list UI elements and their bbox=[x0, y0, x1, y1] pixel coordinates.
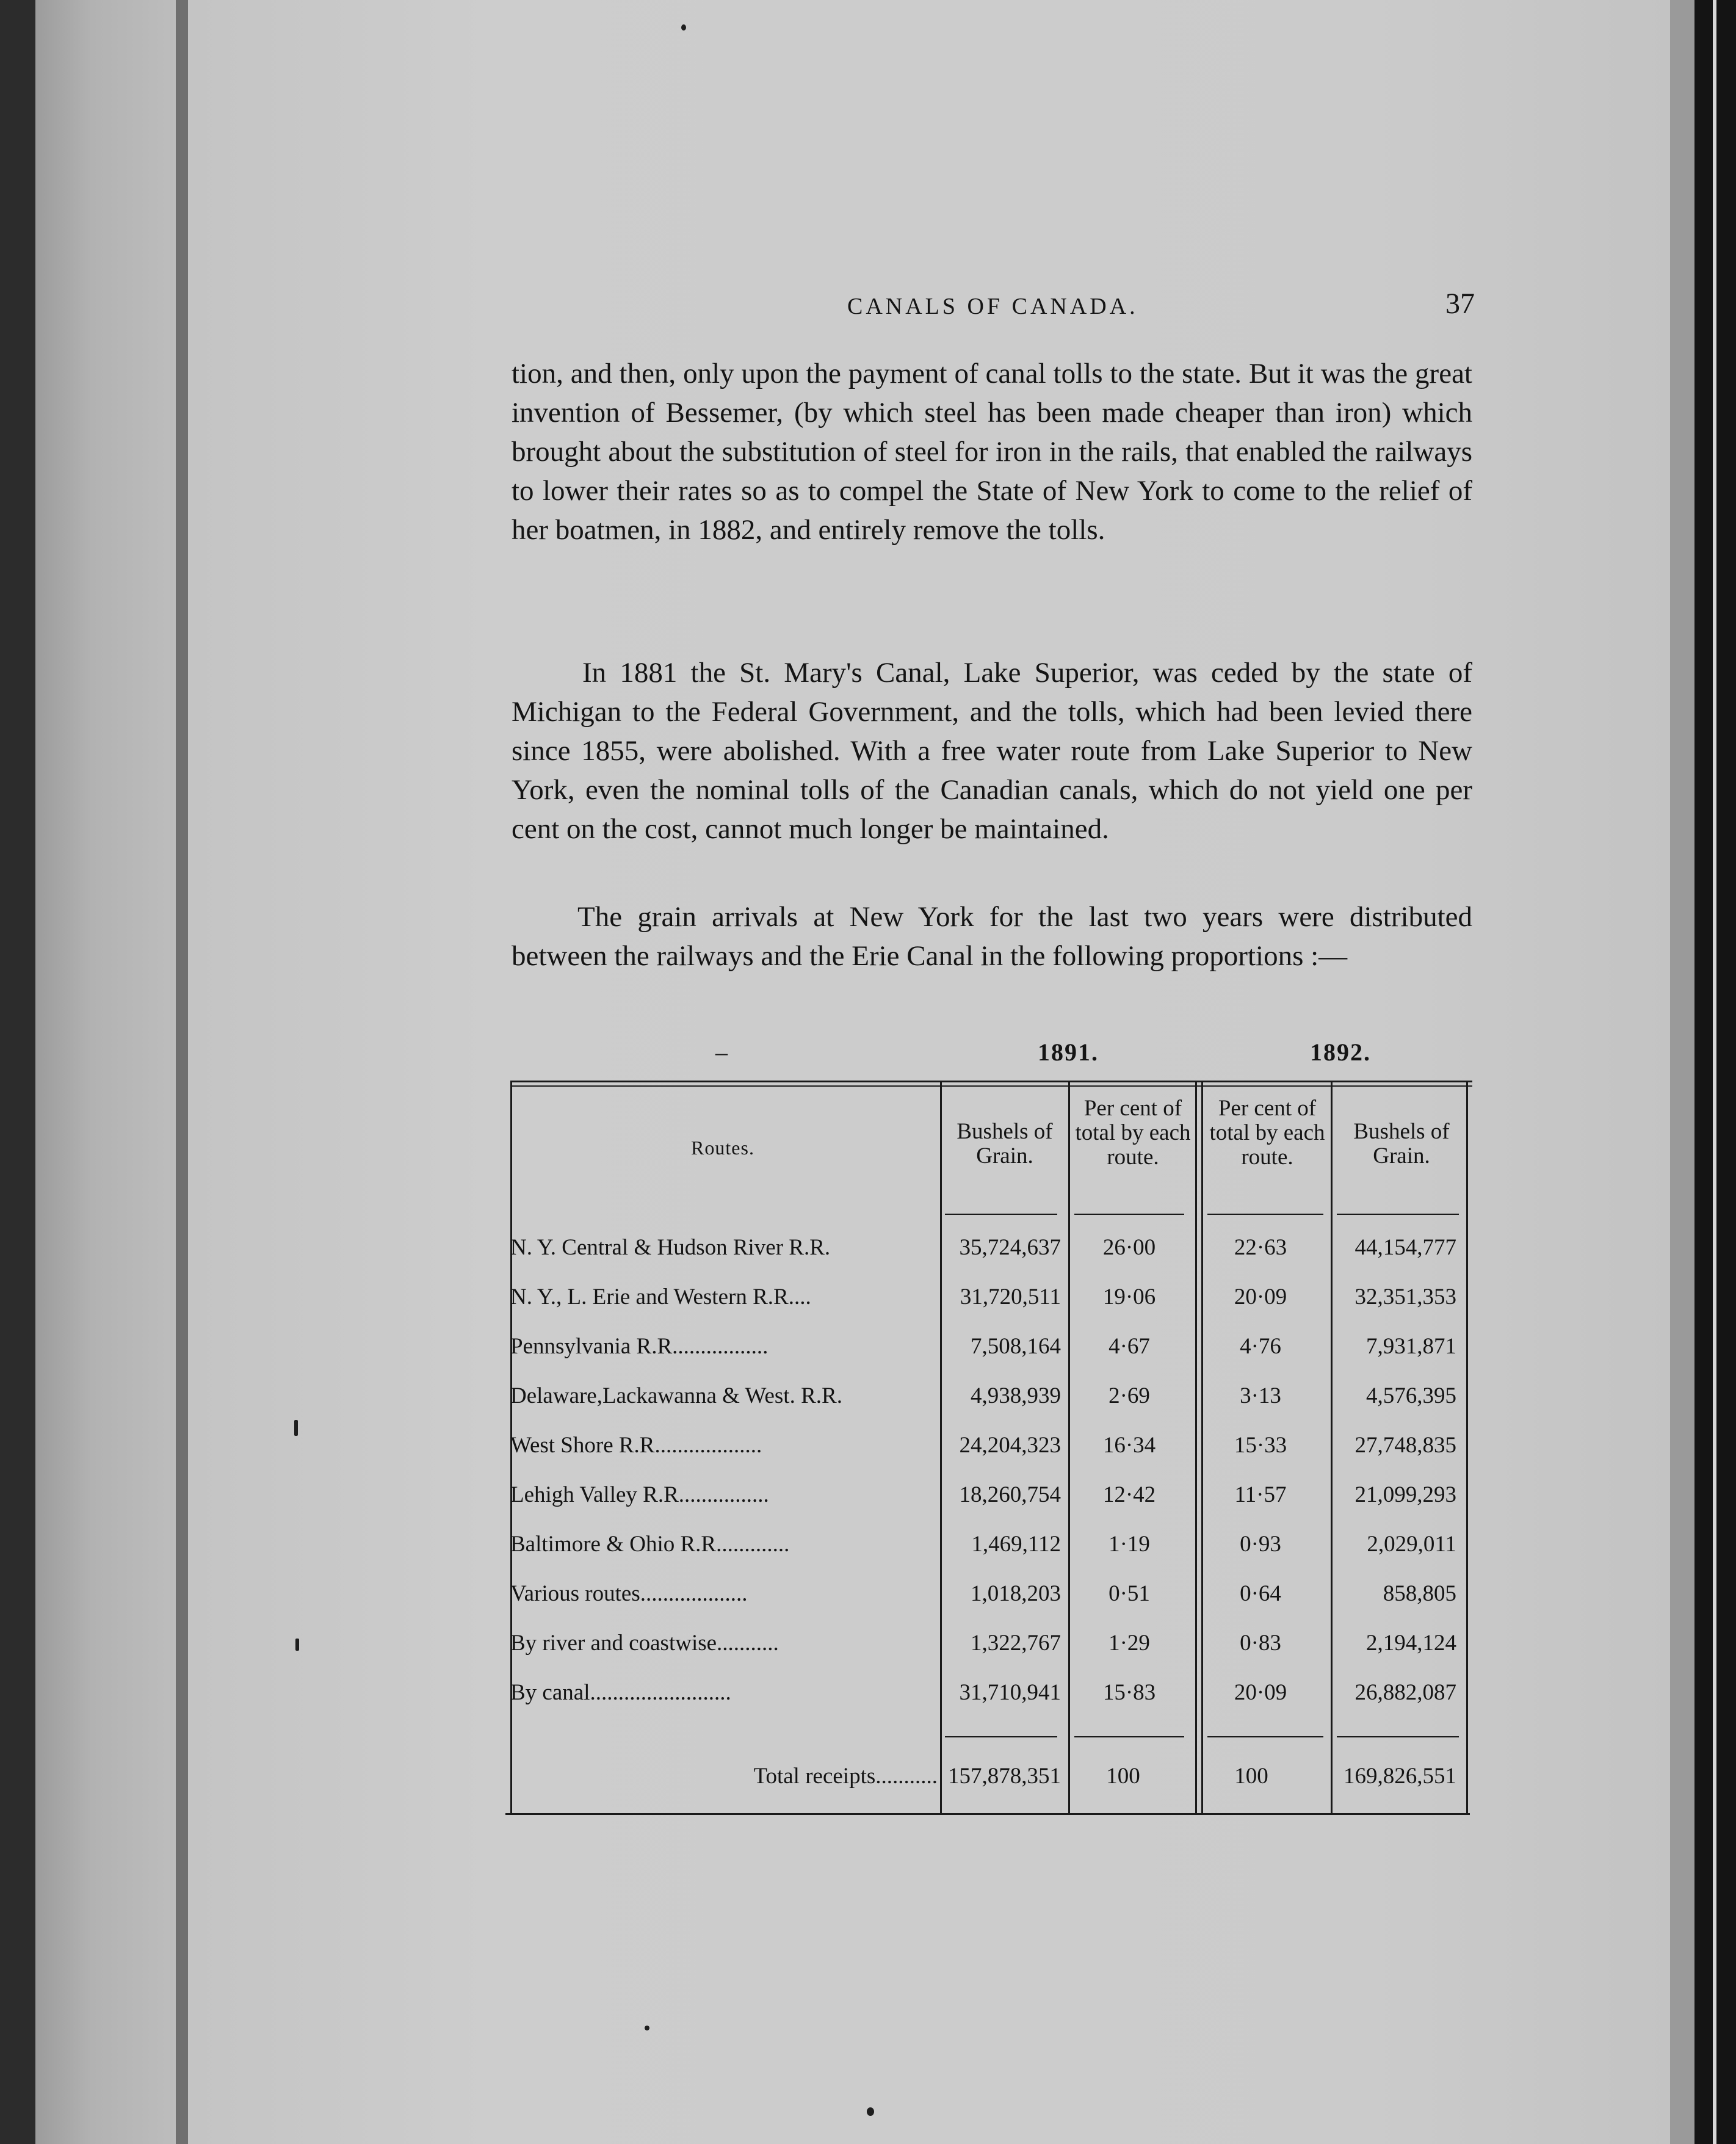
percent-1892: 0·93 bbox=[1240, 1532, 1281, 1557]
table-row bbox=[505, 1574, 1472, 1611]
percent-1892: 3·13 bbox=[1240, 1383, 1281, 1408]
scan-speck bbox=[295, 1639, 299, 1651]
year-label-1892: 1892. bbox=[1310, 1038, 1371, 1066]
table-row bbox=[505, 1624, 1472, 1661]
page-number: 37 bbox=[1445, 288, 1475, 320]
page-right-shadow bbox=[1670, 0, 1694, 2144]
bushels-1891: 1,018,203 bbox=[971, 1581, 1061, 1606]
percent-1891: 0·51 bbox=[1109, 1581, 1150, 1606]
percent-1891: 19·06 bbox=[1102, 1284, 1156, 1309]
total-rule bbox=[1074, 1736, 1184, 1737]
bushels-1892: 858,805 bbox=[1383, 1581, 1456, 1606]
table-top-rule-inner bbox=[510, 1085, 1472, 1087]
year-label-1891: 1891. bbox=[1038, 1038, 1099, 1066]
total-rule bbox=[1337, 1736, 1459, 1737]
route-name: Pennsylvania R.R................. bbox=[510, 1334, 769, 1359]
percent-1891: 1·29 bbox=[1109, 1631, 1150, 1656]
scan-speck bbox=[294, 1420, 298, 1436]
percent-1891: 16·34 bbox=[1102, 1433, 1156, 1458]
bushels-1892: 26,882,087 bbox=[1354, 1680, 1456, 1705]
bushels-1892: 44,154,777 bbox=[1354, 1235, 1456, 1260]
percent-1892: 11·57 bbox=[1234, 1482, 1287, 1507]
table-row bbox=[505, 1673, 1472, 1710]
percent-1891: 12·42 bbox=[1102, 1482, 1156, 1507]
percent-1892: 4·76 bbox=[1240, 1334, 1281, 1359]
bushels-1891: 35,724,637 bbox=[959, 1235, 1061, 1260]
bushels-1892: 4,576,395 bbox=[1366, 1383, 1456, 1408]
percent-1892-header: Per cent of total by each route. bbox=[1209, 1096, 1325, 1170]
percent-1891: 2·69 bbox=[1109, 1383, 1150, 1408]
total-bushels-1891: 157,878,351 bbox=[948, 1764, 1061, 1789]
route-name: West Shore R.R................... bbox=[510, 1433, 762, 1458]
paragraph-1: tion, and then, only upon the payment of canal tolls to the state. But it was the great invention of Bessemer, (by which steel has been made cheaper than iron) which brought about the substitution of steel for iron in the rails, that enabled the railways to lower their rates so as to compel the State of New York to come to the relief of her boatmen, in 1882, and entirely remove the tolls. bbox=[512, 358, 1472, 546]
total-percent-1892: 100 bbox=[1234, 1764, 1268, 1789]
table-row bbox=[505, 1228, 1472, 1265]
scan-speck bbox=[867, 2107, 874, 2116]
bushels-1892: 32,351,353 bbox=[1354, 1284, 1456, 1309]
percent-1891: 4·67 bbox=[1109, 1334, 1150, 1359]
total-percent-1891: 100 bbox=[1106, 1764, 1140, 1789]
table-bottom-rule bbox=[505, 1813, 1470, 1815]
header-underline bbox=[945, 1214, 1057, 1215]
route-name: Various routes................... bbox=[510, 1581, 748, 1606]
percent-1891: 15·83 bbox=[1102, 1680, 1156, 1705]
bushels-1892: 2,194,124 bbox=[1366, 1631, 1456, 1656]
percent-1891-header: Per cent of total by each route. bbox=[1075, 1096, 1191, 1170]
page-gutter bbox=[176, 0, 188, 2144]
bushels-1892: 2,029,011 bbox=[1367, 1532, 1456, 1557]
route-name: By canal......................... bbox=[510, 1680, 731, 1705]
percent-1892: 20·09 bbox=[1234, 1284, 1287, 1309]
scan-left-border bbox=[0, 0, 35, 2144]
route-name: Lehigh Valley R.R................ bbox=[510, 1482, 769, 1507]
percent-1892: 0·64 bbox=[1240, 1581, 1281, 1606]
bushels-1892: 27,748,835 bbox=[1354, 1433, 1456, 1458]
percent-1892: 15·33 bbox=[1234, 1433, 1287, 1458]
total-rule bbox=[1207, 1736, 1323, 1737]
percent-1891: 26·00 bbox=[1102, 1235, 1156, 1260]
route-name: N. Y., L. Erie and Western R.R.... bbox=[510, 1284, 811, 1309]
bushels-1892-header: Bushels of Grain. bbox=[1353, 1119, 1450, 1168]
table-top-rule bbox=[512, 1081, 1472, 1082]
bushels-1891: 31,710,941 bbox=[959, 1680, 1061, 1705]
route-name: N. Y. Central & Hudson River R.R. bbox=[510, 1235, 831, 1260]
table-row bbox=[505, 1278, 1472, 1314]
total-label: Total receipts........... bbox=[753, 1764, 938, 1789]
route-name: By river and coastwise........... bbox=[510, 1631, 779, 1656]
bushels-1891: 24,204,323 bbox=[959, 1433, 1061, 1458]
bushels-1891-header: Bushels of Grain. bbox=[957, 1119, 1053, 1168]
header-underline bbox=[1337, 1214, 1459, 1215]
total-bushels-1892: 169,826,551 bbox=[1344, 1764, 1456, 1789]
scan-speck bbox=[645, 2026, 649, 2030]
header-underline bbox=[1207, 1214, 1323, 1215]
route-name: Delaware,Lackawanna & West. R.R. bbox=[510, 1383, 842, 1408]
table-dash: – bbox=[715, 1038, 728, 1066]
bushels-1891: 7,508,164 bbox=[971, 1334, 1061, 1359]
table-row bbox=[505, 1377, 1472, 1413]
bushels-1891: 1,469,112 bbox=[971, 1532, 1061, 1557]
route-name: Baltimore & Ohio R.R............. bbox=[510, 1532, 790, 1557]
bushels-1891: 31,720,511 bbox=[960, 1284, 1061, 1309]
total-rule bbox=[945, 1736, 1057, 1737]
running-head: CANALS OF CANADA. bbox=[847, 294, 1138, 319]
bushels-1892: 21,099,293 bbox=[1354, 1482, 1456, 1507]
bushels-1892: 7,931,871 bbox=[1366, 1334, 1456, 1359]
total-row bbox=[505, 1757, 1472, 1794]
previous-page-edge bbox=[35, 0, 176, 2144]
table-row bbox=[505, 1525, 1472, 1562]
percent-1892: 22·63 bbox=[1234, 1235, 1287, 1260]
scan-speck bbox=[681, 24, 686, 31]
table-row bbox=[505, 1476, 1472, 1512]
bushels-1891: 18,260,754 bbox=[959, 1482, 1061, 1507]
table-row bbox=[505, 1426, 1472, 1463]
scan-right-line bbox=[1713, 0, 1716, 2144]
percent-1891: 1·19 bbox=[1109, 1532, 1150, 1557]
header-underline bbox=[1074, 1214, 1184, 1215]
routes-header: Routes. bbox=[691, 1137, 754, 1159]
paragraph-2: In 1881 the St. Mary's Canal, Lake Superior, was ceded by the state of Michigan to the Federal Government, and the tolls, which had been levied there since 1855, were abolished. With a free water route from Lake Superior to New York, even the nominal tolls of the Canadian canals, which do not yield one per cent on the cost, cannot much longer be maintained. bbox=[512, 657, 1472, 845]
bushels-1891: 4,938,939 bbox=[971, 1383, 1061, 1408]
grain-arrivals-table bbox=[505, 1081, 1472, 1819]
table-row bbox=[505, 1327, 1472, 1364]
percent-1892: 20·09 bbox=[1234, 1680, 1287, 1705]
bushels-1891: 1,322,767 bbox=[971, 1631, 1061, 1656]
page bbox=[188, 0, 1670, 2144]
paragraph-3: The grain arrivals at New York for the last two years were distributed between the railways and the Erie Canal in the following proportions :— bbox=[512, 901, 1472, 972]
percent-1892: 0·83 bbox=[1240, 1631, 1281, 1656]
